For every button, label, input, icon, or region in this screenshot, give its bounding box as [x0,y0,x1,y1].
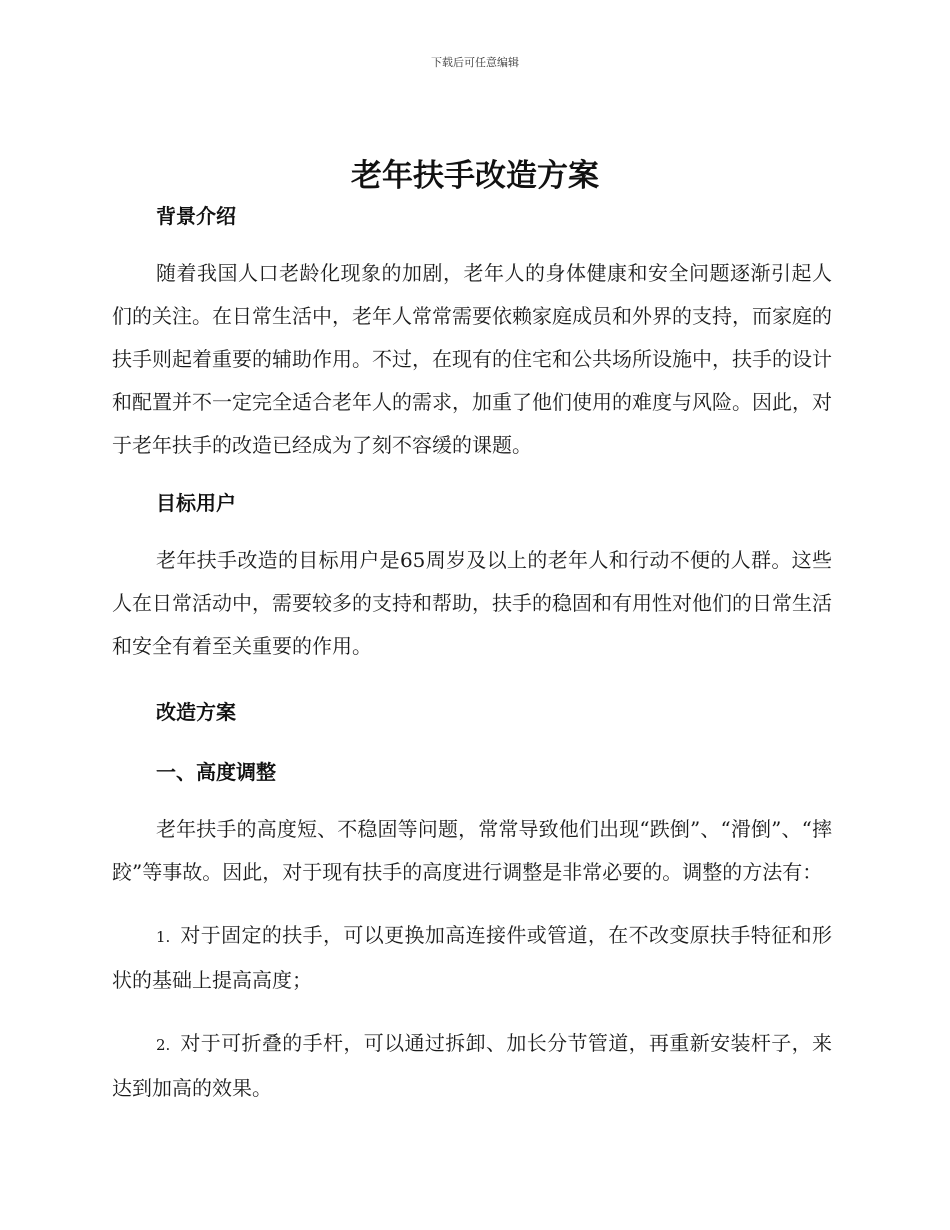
list-item-number: 2. [156,1036,171,1054]
document-body [112,200,832,1110]
list-item-text: 对于可折叠的手杆，可以通过拆卸、加长分节管道，再重新安装杆子，来达到加高的效果。 [112,1031,832,1100]
list-item [112,1022,832,1110]
paragraph-height-adjustment: 老年扶手的高度短、不稳固等问题，常常导致他们出现“跌倒”、“滑倒”、“摔跤”等事故。因此，对于现有扶手的高度进行调整是非常必要的。调整的方法有： [112,817,832,884]
paragraph-target-users: 老年扶手改造的目标用户是65周岁及以上的老年人和行动不便的人群。这些人在日常活动中，需要较多的支持和帮助，扶手的稳固和有用性对他们的日常生活和安全有着至关重要的作用。 [112,548,832,658]
list-item-text: 对于固定的扶手，可以更换加高连接件或管道，在不改变原扶手特征和形状的基础上提高高度； [112,923,832,992]
heading-background: 背景介绍 [156,204,236,228]
paragraph-background: 随着我国人口老龄化现象的加剧，老年人的身体健康和安全问题逐渐引起人们的关注。在日常生活中，老年人常常需要依赖家庭成员和外界的支持，而家庭的扶手则起着重要的辅助作用。不过，在现有的住宅和公共场所设施中，扶手的设计和配置并不一定完全适合老年人的需求，加重了他们使用的难度与风险。因此，对于老年扶手的改造已经成为了刻不容缓的课题。 [112,261,832,457]
page-header-note: 下载后可任意编辑 [431,56,519,69]
heading-plan: 改造方案 [156,700,236,724]
list-item [112,914,832,1002]
heading-target-users: 目标用户 [156,491,236,515]
heading-height-adjustment: 一、高度调整 [156,760,276,784]
list-item-number: 1. [156,928,171,946]
document-title: 老年扶手改造方案 [351,158,599,194]
